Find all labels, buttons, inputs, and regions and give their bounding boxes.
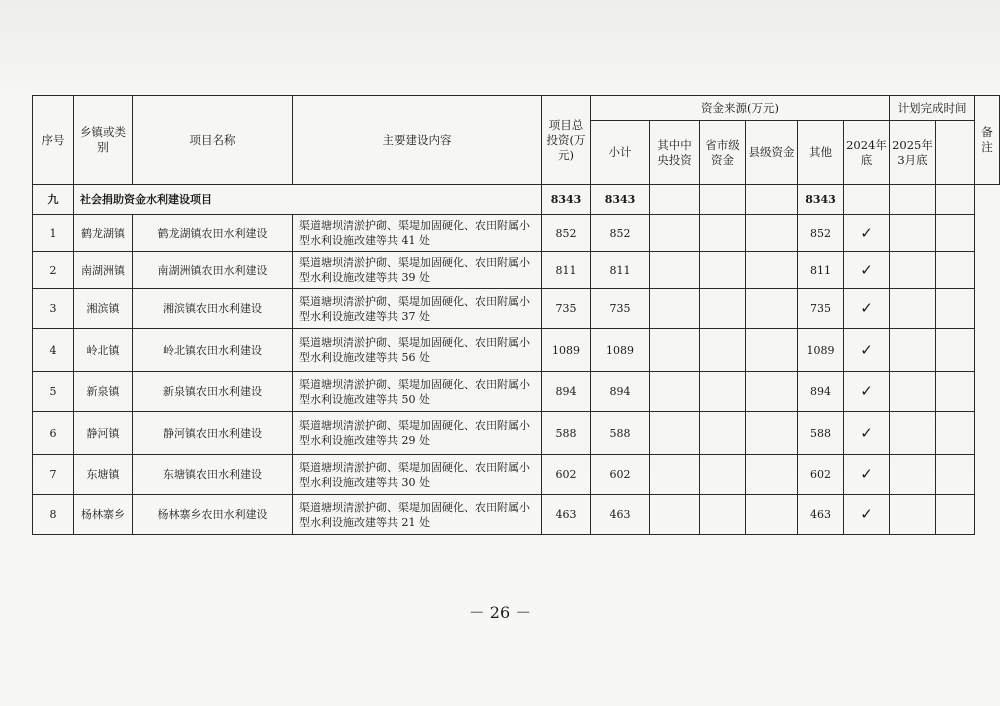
row-done-2025: [890, 455, 936, 495]
row-provincial: [700, 215, 746, 252]
row-central: [650, 495, 700, 535]
row-remark: [936, 412, 975, 455]
row-central: [650, 412, 700, 455]
row-total: 894: [542, 372, 591, 412]
header-content: 主要建设内容: [293, 96, 542, 185]
header-y2025: 2025年3月底: [890, 121, 936, 185]
row-county: [746, 215, 798, 252]
row-subtotal: 588: [591, 412, 650, 455]
row-seq: 7: [33, 455, 74, 495]
row-town: 湘滨镇: [74, 289, 133, 329]
row-total: 735: [542, 289, 591, 329]
table-row: [33, 455, 1000, 495]
header-y2024: 2024年底: [844, 121, 890, 185]
row-content: 渠道塘坝清淤护砌、渠堤加固硬化、农田附属小型水利设施改建等共 29 处: [293, 412, 542, 455]
row-town: 静河镇: [74, 412, 133, 455]
row-town: 杨林寨乡: [74, 495, 133, 535]
row-remark: [936, 372, 975, 412]
row-county: [746, 495, 798, 535]
row-subtotal: 735: [591, 289, 650, 329]
section-title: 社会捐助资金水利建设项目: [74, 185, 542, 215]
row-seq: 6: [33, 412, 74, 455]
row-subtotal: 1089: [591, 329, 650, 372]
header-remark: 备注: [975, 96, 1000, 185]
project-table: [32, 95, 1000, 535]
row-done-2025: [890, 289, 936, 329]
row-seq: 5: [33, 372, 74, 412]
row-other: 852: [798, 215, 844, 252]
row-content: 渠道塘坝清淤护砌、渠堤加固硬化、农田附属小型水利设施改建等共 41 处: [293, 215, 542, 252]
row-name: 南湖洲镇农田水利建设: [133, 252, 293, 289]
row-total: 588: [542, 412, 591, 455]
row-content: 渠道塘坝清淤护砌、渠堤加固硬化、农田附属小型水利设施改建等共 50 处: [293, 372, 542, 412]
row-subtotal: 602: [591, 455, 650, 495]
header-county: 县级资金: [746, 121, 798, 185]
row-total: 1089: [542, 329, 591, 372]
row-content: 渠道塘坝清淤护砌、渠堤加固硬化、农田附属小型水利设施改建等共 39 处: [293, 252, 542, 289]
row-central: [650, 215, 700, 252]
row-provincial: [700, 455, 746, 495]
row-provincial: [700, 372, 746, 412]
row-central: [650, 329, 700, 372]
row-other: 735: [798, 289, 844, 329]
row-total: 852: [542, 215, 591, 252]
row-seq: 2: [33, 252, 74, 289]
header-funding: 资金来源(万元): [591, 96, 890, 121]
row-county: [746, 455, 798, 495]
row-provincial: [700, 252, 746, 289]
row-done-2025: [890, 329, 936, 372]
row-remark: [936, 329, 975, 372]
row-done-2024: ✓: [844, 329, 890, 372]
row-county: [746, 372, 798, 412]
header-provincial: 省市级资金: [700, 121, 746, 185]
row-seq: 4: [33, 329, 74, 372]
row-remark: [936, 289, 975, 329]
row-provincial: [700, 412, 746, 455]
header-plan: 计划完成时间: [890, 96, 975, 121]
row-county: [746, 252, 798, 289]
row-central: [650, 455, 700, 495]
page-number: － 26 －: [468, 603, 532, 622]
row-other: 588: [798, 412, 844, 455]
row-total: 811: [542, 252, 591, 289]
row-total: 602: [542, 455, 591, 495]
table-row: [33, 289, 1000, 329]
header-town: 乡镇或类别: [74, 96, 133, 185]
header-total: 项目总投资(万元): [542, 96, 591, 185]
row-name: 湘滨镇农田水利建设: [133, 289, 293, 329]
row-subtotal: 811: [591, 252, 650, 289]
row-other: 602: [798, 455, 844, 495]
row-name: 新泉镇农田水利建设: [133, 372, 293, 412]
row-done-2025: [890, 495, 936, 535]
row-subtotal: 894: [591, 372, 650, 412]
row-town: 南湖洲镇: [74, 252, 133, 289]
row-done-2024: ✓: [844, 455, 890, 495]
row-done-2024: ✓: [844, 412, 890, 455]
section-row: [33, 185, 1000, 215]
row-county: [746, 289, 798, 329]
row-seq: 8: [33, 495, 74, 535]
section-subtotal: 8343: [591, 185, 650, 215]
row-county: [746, 329, 798, 372]
row-town: 鹤龙湖镇: [74, 215, 133, 252]
row-remark: [936, 495, 975, 535]
row-seq: 3: [33, 289, 74, 329]
row-name: 岭北镇农田水利建设: [133, 329, 293, 372]
table-row: [33, 372, 1000, 412]
section-seq: 九: [33, 185, 74, 215]
row-done-2025: [890, 252, 936, 289]
row-name: 杨林寨乡农田水利建设: [133, 495, 293, 535]
row-done-2024: ✓: [844, 372, 890, 412]
row-other: 894: [798, 372, 844, 412]
row-remark: [936, 252, 975, 289]
row-content: 渠道塘坝清淤护砌、渠堤加固硬化、农田附属小型水利设施改建等共 30 处: [293, 455, 542, 495]
row-subtotal: 463: [591, 495, 650, 535]
row-name: 静河镇农田水利建设: [133, 412, 293, 455]
row-remark: [936, 455, 975, 495]
header-name: 项目名称: [133, 96, 293, 185]
header-other: 其他: [798, 121, 844, 185]
header-subtotal: 小计: [591, 121, 650, 185]
row-done-2025: [890, 372, 936, 412]
row-content: 渠道塘坝清淤护砌、渠堤加固硬化、农田附属小型水利设施改建等共 56 处: [293, 329, 542, 372]
header-central: 其中中央投资: [650, 121, 700, 185]
row-name: 东塘镇农田水利建设: [133, 455, 293, 495]
row-other: 811: [798, 252, 844, 289]
row-central: [650, 372, 700, 412]
row-done-2024: ✓: [844, 252, 890, 289]
row-done-2024: ✓: [844, 215, 890, 252]
section-total: 8343: [542, 185, 591, 215]
row-total: 463: [542, 495, 591, 535]
row-done-2025: [890, 412, 936, 455]
table-row: [33, 215, 1000, 252]
table-row: [33, 252, 1000, 289]
row-remark: [936, 215, 975, 252]
row-town: 新泉镇: [74, 372, 133, 412]
row-done-2024: ✓: [844, 289, 890, 329]
row-done-2024: ✓: [844, 495, 890, 535]
row-name: 鹤龙湖镇农田水利建设: [133, 215, 293, 252]
row-town: 岭北镇: [74, 329, 133, 372]
row-seq: 1: [33, 215, 74, 252]
row-central: [650, 289, 700, 329]
row-central: [650, 252, 700, 289]
row-content: 渠道塘坝清淤护砌、渠堤加固硬化、农田附属小型水利设施改建等共 21 处: [293, 495, 542, 535]
row-content: 渠道塘坝清淤护砌、渠堤加固硬化、农田附属小型水利设施改建等共 37 处: [293, 289, 542, 329]
row-county: [746, 412, 798, 455]
row-done-2025: [890, 215, 936, 252]
table-row: [33, 495, 1000, 535]
row-subtotal: 852: [591, 215, 650, 252]
row-provincial: [700, 329, 746, 372]
row-other: 1089: [798, 329, 844, 372]
row-provincial: [700, 495, 746, 535]
row-provincial: [700, 289, 746, 329]
table-row: [33, 329, 1000, 372]
table-row: [33, 412, 1000, 455]
header-seq: 序号: [33, 96, 74, 185]
row-town: 东塘镇: [74, 455, 133, 495]
section-other: 8343: [798, 185, 844, 215]
row-other: 463: [798, 495, 844, 535]
